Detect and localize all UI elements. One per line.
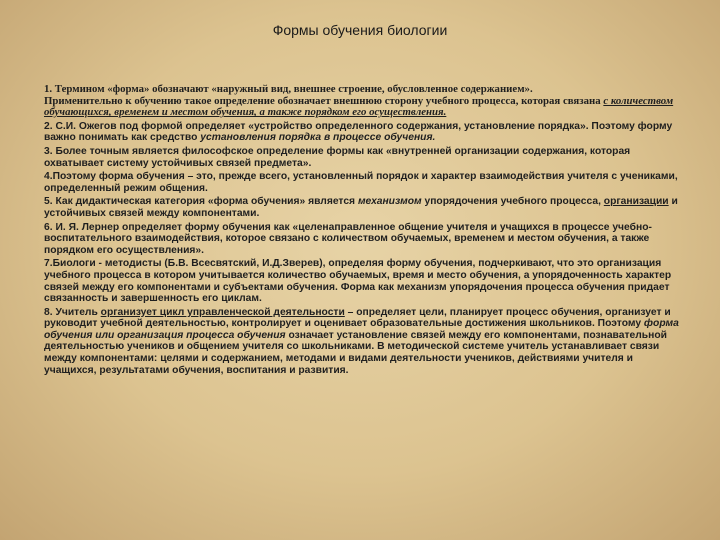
paragraph-5-text-b: упорядочения учебного процесса, [421,196,604,208]
paragraph-8-italic: форма обучения или организация процесса обучения [44,318,679,341]
slide-title: Формы обучения биологии [272,22,448,38]
paragraph-5-underlined: организации [603,196,669,208]
paragraph-8 [44,307,680,377]
paragraph-2-italic: установления порядка в процессе обучения. [200,132,436,144]
paragraph-5-text-c: и устойчивых связей между компонентами. [44,196,678,219]
paragraph-6: 6. И. Я. Лернер определяет форму обучения как «целенаправленное общение учителя и учащихся в процессе учебно-воспитательного взаимодействия, которое связано с количеством обучаемых, временем и местом обучения, а также порядком его осуществления». [44,221,652,256]
paragraph-3: 3. Более точным является философское определение формы как «внутренней организации содержания, которая охватывает систему устойчивых связей предмета». [44,145,631,169]
paragraph-1-text-a: 1. Термином «форма» обозначают «наружный вид, внешнее строение, обусловленное содержанием». [44,83,533,95]
paragraph-8-text-c: означает установление связей между его компонентами, познавательной деятельностью учеников и общением учителя со школьниками. В методической системе учитель устанавливает связи между компонентами: целями и содержанием, методами и видами деятельности учеников, действиями учителя и учащихся, результатами обучения, воспитания и развития. [44,329,667,376]
paragraph-4: 4.Поэтому форма обучения – это, прежде всего, установленный порядок и характер взаимодействия учителя с учениками, определенный режим общения. [44,171,678,194]
paragraph-5 [44,196,680,219]
slide-body [44,84,680,378]
paragraph-5-text-a: 5. Как дидактическая категория «форма обучения» является [44,196,358,208]
paragraph-8-underlined: организует цикл управленческой деятельности [100,306,345,318]
paragraph-8-text-a: 8. Учитель [44,306,101,318]
paragraph-1-text-b: Применительно к обучению такое определение обозначает внешнюю сторону учебного процесса, которая связана [44,94,604,107]
paragraph-5-italic: механизмом [357,196,422,208]
paragraph-2 [44,121,680,144]
paragraph-2-text: 2. С.И. Ожегов под формой определяет «устройство определенного содержания, установление порядка». Поэтому форму важно понимать как средство [44,120,673,144]
paragraph-1 [44,84,680,119]
paragraph-1-underlined: с количеством обучающихся, временем и местом обучения, а также порядком его осуществления. [44,94,674,119]
paragraph-8-text-b: – определяет цели, планирует процесс обучения, организует и руководит учебной деятельностью, контролирует и оценивает образовательные достижения школьников. Поэтому [44,306,671,330]
paragraph-7: 7.Биологи - методисты (Б.В. Всесвятский, И.Д.Зверев), определяя форму обучения, подчеркивают, что это организация учебного процесса в котором учитывается количество обучаемых, время и место обучения, а упорядоченность характер связей между его компонентами и субъектами обучения. Форма как механизм упорядочения процесса обучения придает связанность и завершенность его циклам. [44,258,672,305]
